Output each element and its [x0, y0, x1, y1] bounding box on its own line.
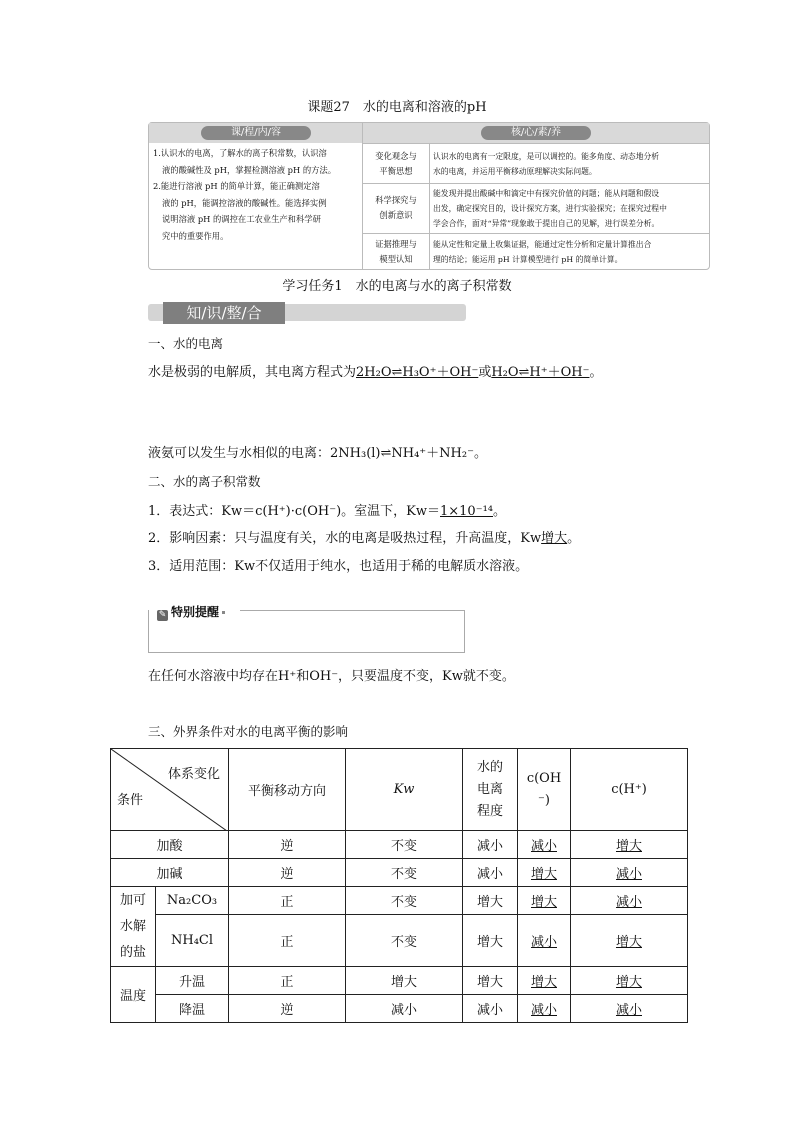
kw-cell: 不变 [346, 859, 463, 887]
note-label: ✎ 特别提醒 [157, 603, 225, 621]
literacy-tag: 创新意识 [379, 210, 413, 220]
ch-cell: 增大 [571, 967, 688, 995]
course-content-header [149, 123, 363, 143]
dir-cell: 逆 [229, 831, 346, 859]
table-row [111, 915, 688, 967]
header-coh: c(OH ⁻) [518, 749, 571, 831]
answer-eq1: 2H₂O⇌H₃O⁺＋OH⁻ [356, 365, 479, 380]
table-row [111, 831, 688, 859]
dir-cell: 正 [229, 915, 346, 967]
cond-cell: NH₄Cl [156, 915, 229, 967]
answer-kw-value: 1×10⁻¹⁴ [440, 504, 493, 519]
literacy-tag: 变化观念与 [375, 151, 417, 161]
ch-cell: 减小 [571, 859, 688, 887]
literacy-tag: 证据推理与 [375, 239, 417, 249]
cond-cell: 加碱 [111, 859, 229, 887]
ch-cell: 减小 [571, 995, 688, 1023]
deg-cell: 减小 [463, 859, 518, 887]
literacy-tag: 平衡思想 [379, 166, 413, 176]
literacy-desc: 出发，确定探究目的，设计探究方案，进行实验探究；在探究过程中 [433, 204, 667, 213]
dir-cell: 逆 [229, 859, 346, 887]
cond-cell: 加酸 [111, 831, 229, 859]
literacy-row [363, 233, 709, 270]
header-ch: c(H⁺) [571, 749, 688, 831]
cond-cell: Na₂CO₃ [156, 887, 229, 915]
line-text: 。 [589, 365, 603, 380]
literacy-desc: 能发现并提出酸碱中和滴定中有探究价值的问题；能从问题和假设 [433, 189, 660, 198]
dir-cell: 正 [229, 967, 346, 995]
literacy-tag: 模型认知 [379, 254, 413, 264]
kw-cell: 增大 [346, 967, 463, 995]
coh-cell: 增大 [518, 967, 571, 995]
ch-cell: 减小 [571, 887, 688, 915]
answer-kw-trend: 增大 [541, 531, 568, 546]
effects-table [110, 748, 688, 1023]
course-line: 液的 pH，能调控溶液的酸碱性。能选择实例 [162, 197, 327, 208]
task-heading: 学习任务1 水的电离与水的离子积常数 [282, 279, 512, 294]
overview-box [148, 122, 710, 270]
line-text: 。 [493, 504, 507, 519]
course-line: 2.能进行溶液 pH 的简单计算，能正确测定溶 [153, 181, 320, 191]
page-title: 课题27 水的电离和溶液的pH [307, 100, 487, 115]
ionization-equation-line [148, 361, 603, 380]
literacy-desc: 学会合作，面对“异常”现象敢于提出自己的见解，进行误差分析。 [433, 219, 660, 228]
ammonia-line: 液氨可以发生与水相似的电离：2NH₃(l)⇌NH₄⁺＋NH₂⁻。 [148, 446, 487, 461]
kw-expression-line [148, 500, 506, 519]
note-icon: ✎ [158, 610, 167, 620]
coh-cell: 增大 [518, 887, 571, 915]
literacy-tag: 科学探究与 [375, 195, 417, 205]
knowledge-banner: 知/识/整/合 [163, 302, 285, 324]
literacy-row [363, 183, 709, 234]
section-1-heading: 一、水的电离 [148, 336, 224, 351]
table-row [111, 859, 688, 887]
literacy-row [363, 143, 709, 184]
section-3-heading: 三、外界条件对水的电离平衡的影响 [148, 724, 349, 739]
diag-top-label: 体系变化 [167, 767, 220, 782]
kw-cell: 不变 [346, 887, 463, 915]
ch-cell: 增大 [571, 831, 688, 859]
table-header-row [111, 749, 688, 831]
coh-cell: 增大 [518, 859, 571, 887]
core-literacy-pill: 核/心/素/养 [481, 126, 591, 140]
line-text: 。 [567, 531, 581, 546]
coh-cell: 减小 [518, 831, 571, 859]
header-kw: Kw [346, 749, 463, 831]
deg-cell: 减小 [463, 831, 518, 859]
line-text: 1．表达式：Kw＝c(H⁺)·c(OH⁻)。室温下，Kw＝ [148, 504, 440, 519]
literacy-desc: 理的结论；能运用 pH 计算模型进行 pH 的简单计算。 [433, 255, 623, 264]
header-direction: 平衡移动方向 [229, 749, 346, 831]
literacy-desc: 能从定性和定量上收集证据，能通过定性分析和定量计算推出合 [433, 240, 652, 249]
kw-scope-line: 3．适用范围：Kw不仅适用于纯水，也适用于稀的电解质水溶液。 [148, 559, 529, 574]
group-temp-cell: 温度 [111, 967, 156, 1023]
group-salt-cell: 加可 水解 的盐 [111, 887, 156, 967]
diag-bottom-label: 条件 [117, 793, 144, 808]
table-row [111, 887, 688, 915]
deg-cell: 减小 [463, 995, 518, 1023]
note-text: 在任何水溶液中均存在H⁺和OH⁻，只要温度不变，Kw就不变。 [148, 669, 515, 684]
kw-cell: 不变 [346, 915, 463, 967]
kw-cell: 减小 [346, 995, 463, 1023]
cond-cell: 升温 [156, 967, 229, 995]
answer-eq2: H₂O⇌H⁺＋OH⁻ [491, 365, 590, 380]
coh-cell: 减小 [518, 915, 571, 967]
header-degree: 水的 电离 程度 [463, 749, 518, 831]
kw-factor-line [148, 527, 580, 546]
dir-cell: 逆 [229, 995, 346, 1023]
line-text: 或 [478, 365, 492, 380]
course-content-pill: 课/程/内/容 [201, 126, 311, 140]
coh-cell: 减小 [518, 995, 571, 1023]
deg-cell: 增大 [463, 967, 518, 995]
ch-cell: 增大 [571, 915, 688, 967]
course-line: 1.认识水的电离，了解水的离子积常数，认识溶 [153, 148, 327, 158]
section-2-heading: 二、水的离子积常数 [148, 474, 261, 489]
course-line: 究中的重要作用。 [162, 230, 229, 241]
table-row [111, 967, 688, 995]
literacy-desc: 认识水的电离有一定限度，是可以调控的。能多角度、动态地分析 [433, 152, 660, 161]
table-row [111, 995, 688, 1023]
core-literacy-header [363, 123, 709, 143]
deg-cell: 增大 [463, 915, 518, 967]
diagonal-header-cell [111, 749, 229, 831]
line-text: 水是极弱的电解质，其电离方程式为 [148, 365, 357, 380]
course-line: 液的酸碱性及 pH，掌握检测溶液 pH 的方法。 [162, 164, 337, 175]
literacy-desc: 水的电离，并运用平衡移动原理解决实际问题。 [433, 167, 597, 176]
cond-cell: 降温 [156, 995, 229, 1023]
course-line: 说明溶液 pH 的调控在工农业生产和科学研 [162, 214, 321, 224]
course-content-list [153, 145, 359, 244]
deg-cell: 增大 [463, 887, 518, 915]
line-text: 2．影响因素：只与温度有关，水的电离是吸热过程，升高温度，Kw [148, 531, 542, 546]
kw-cell: 不变 [346, 831, 463, 859]
dir-cell: 正 [229, 887, 346, 915]
